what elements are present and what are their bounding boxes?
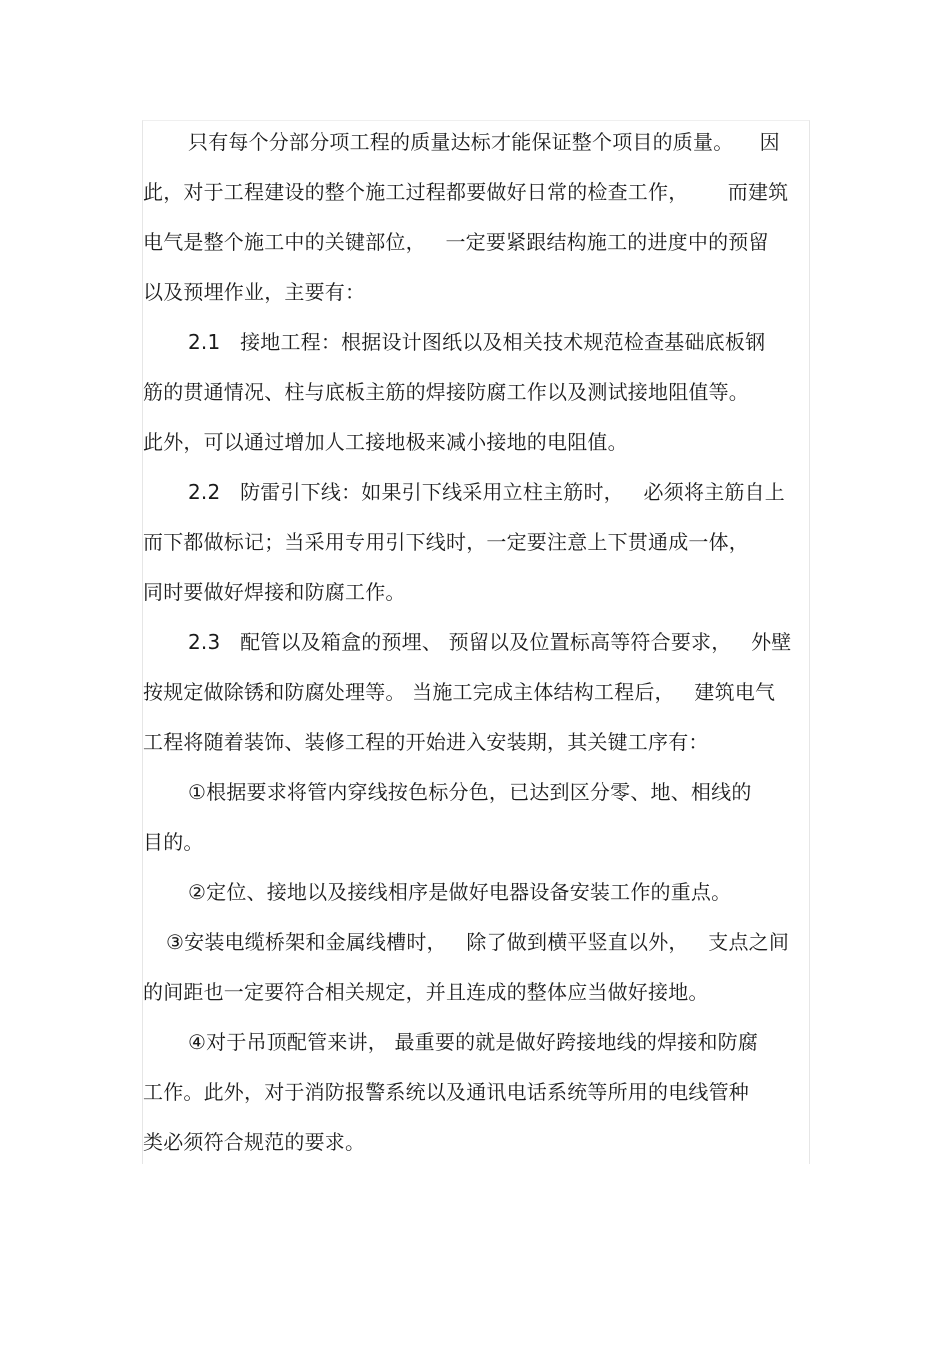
text-line: 的间距也一定要符合相关规定，并且连成的整体应当做好接地。: [143, 980, 709, 1004]
text-line: ①根据要求将管内穿线按色标分色，已达到区分零、地、相线的: [188, 780, 752, 804]
text-line: 同时要做好焊接和防腐工作。: [143, 580, 406, 604]
text-line: 类必须符合规范的要求。: [143, 1130, 366, 1154]
text-line: 目的。: [143, 830, 204, 854]
text-line: 工作。此外，对于消防报警系统以及通讯电话系统等所用的电线管种: [143, 1080, 749, 1104]
text-line: 只有每个分部分项工程的质量达标才能保证整个项目的质量。 因: [188, 130, 780, 154]
text-line: 而下都做标记；当采用专用引下线时，一定要注意上下贯通成一体，: [143, 530, 749, 554]
text-line: 工程将随着装饰、装修工程的开始进入安装期，其关键工序有：: [143, 730, 709, 754]
text-line: 以及预埋作业，主要有：: [143, 280, 366, 304]
text-line: 筋的贯通情况、柱与底板主筋的焊接防腐工作以及测试接地阻值等。: [143, 380, 749, 404]
text-line: 2.1 接地工程：根据设计图纸以及相关技术规范检查基础底板钢: [188, 330, 766, 354]
text-line: 此外，可以通过增加人工接地极来减小接地的电阻值。: [143, 430, 628, 454]
text-line: 按规定做除锈和防腐处理等。 当施工完成主体结构工程后， 建筑电气: [143, 680, 776, 704]
text-line: ②定位、接地以及接线相序是做好电器设备安装工作的重点。: [188, 880, 732, 904]
text-line: ③安装电缆桥架和金属线槽时， 除了做到横平竖直以外， 支点之间: [166, 930, 790, 954]
text-line: ④对于吊顶配管来讲， 最重要的就是做好跨接地线的焊接和防腐: [188, 1030, 759, 1054]
text-line: 2.3 配管以及箱盒的预埋、 预留以及位置标高等符合要求， 外壁: [188, 630, 792, 654]
text-line: 电气是整个施工中的关键部位， 一定要紧跟结构施工的进度中的预留: [143, 230, 769, 254]
text-line: 此，对于工程建设的整个施工过程都要做好日常的检查工作， 而建筑: [143, 180, 789, 204]
text-line: 2.2 防雷引下线：如果引下线采用立柱主筋时， 必须将主筋自上: [188, 480, 785, 504]
